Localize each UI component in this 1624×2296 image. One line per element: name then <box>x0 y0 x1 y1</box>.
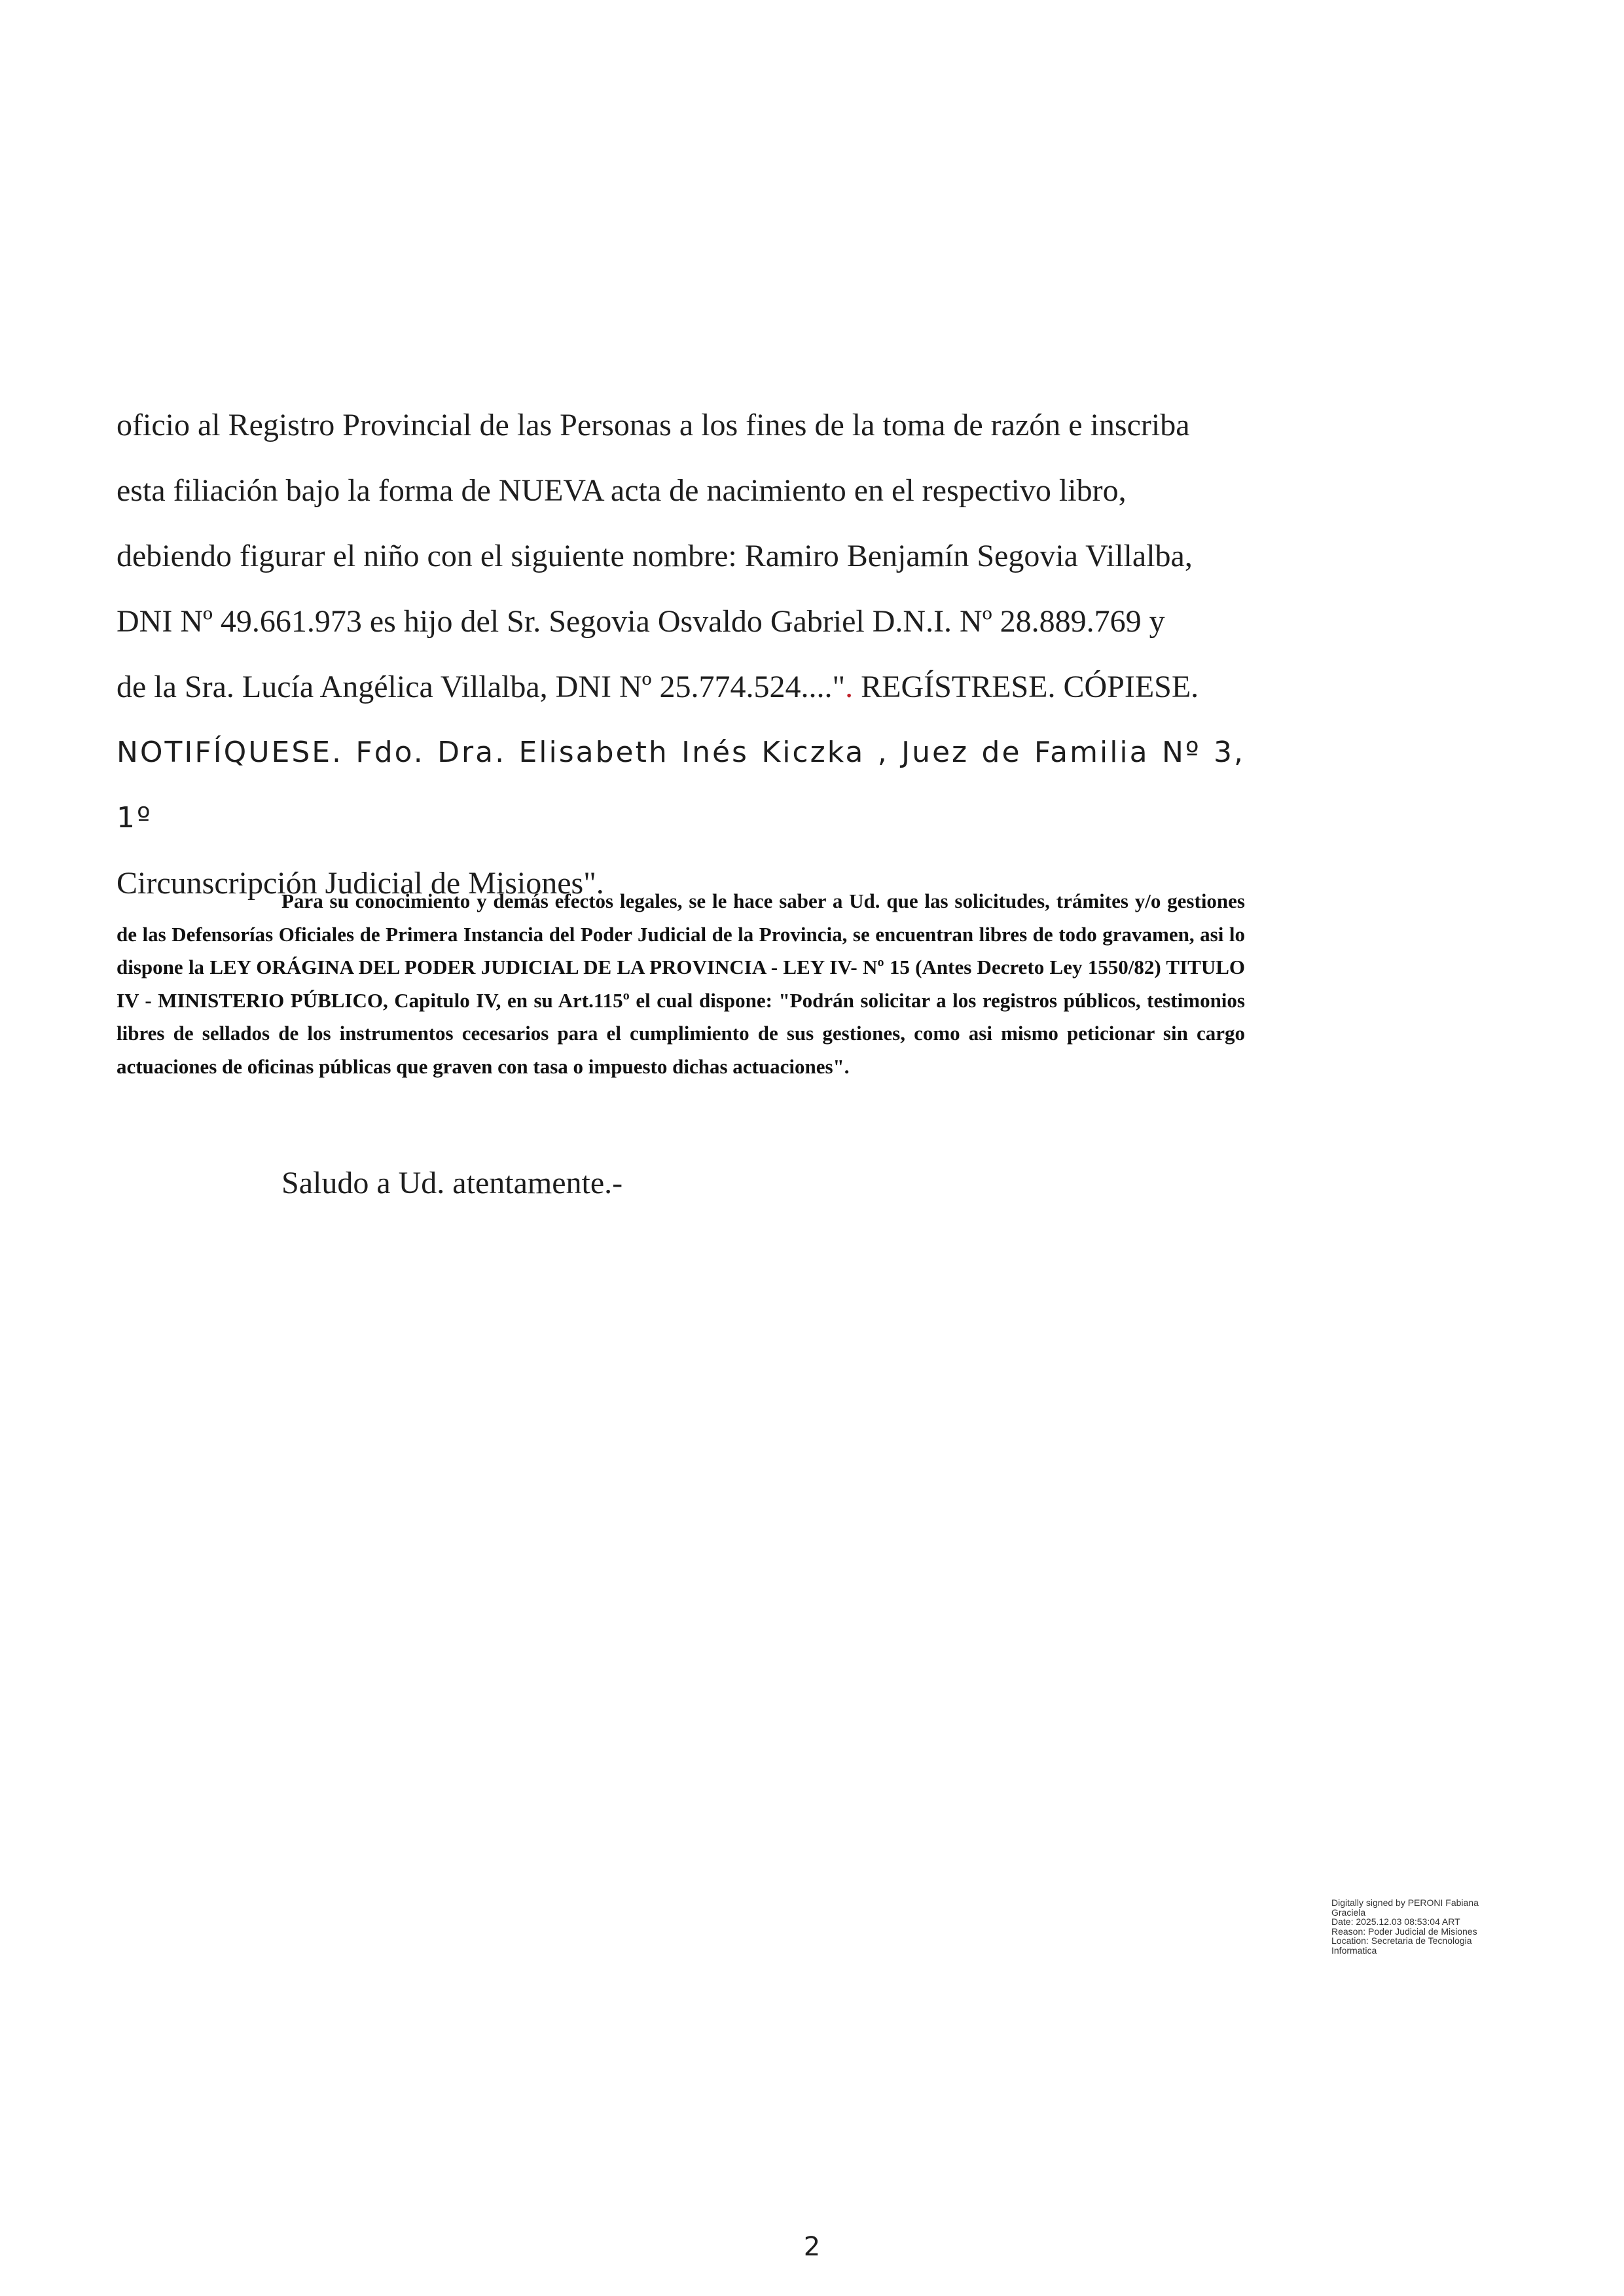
closing-salutation: Saludo a Ud. atentamente.- <box>281 1166 623 1200</box>
signature-line-3: Date: 2025.12.03 08:53:04 ART <box>1331 1916 1460 1927</box>
body-line-5-text: de la Sra. Lucía Angélica Villalba, DNI Nº 25.774.524...." <box>117 670 846 704</box>
body-line-1: oficio al Registro Provincial de las Personas a los fines de la toma de razón e inscriba <box>117 408 1190 442</box>
legal-notice-text: Para su conocimiento y demás efectos legales, se le hace saber a Ud. que las solicitudes, trámites y/o gestiones de las Defensorías Oficiales de Primera Instancia del Poder Judicial de la Provincia, se encuentran libres de todo gravamen, asi lo dispone la LEY ORÁGINA DEL PODER JUDICIAL DE LA PROVINCIA - LEY IV- Nº 15 (Antes Decreto Ley 1550/82) TITULO IV - MINISTERIO PÚBLICO, Capitulo IV, en su Art.115º el cual dispone: "Podrán solicitar a los registros públicos, testimonios libres de sellados de los instrumentos cecesarios para el cumplimiento de sus gestiones, como asi mismo peticionar sin cargo actuaciones de oficinas públicas que graven con tasa o impuesto dichas actuaciones". <box>117 889 1245 1078</box>
signature-line-5: Location: Secretaria de Tecnologia <box>1331 1935 1472 1946</box>
body-line-4: DNI Nº 49.661.973 es hijo del Sr. Segovia Osvaldo Gabriel D.N.I. Nº 28.889.769 y <box>117 604 1165 639</box>
signature-line-1: Digitally signed by PERONI Fabiana <box>1331 1897 1479 1908</box>
body-line-7: Circunscripción Judicial de Misiones". <box>117 866 604 901</box>
body-line-5-tail: REGÍSTRESE. CÓPIESE. <box>853 670 1199 704</box>
page-number: 2 <box>803 2232 821 2262</box>
body-line-3: debiendo figurar el niño con el siguiente nombre: Ramiro Benjamín Segovia Villalba, <box>117 539 1193 573</box>
body-line-6: NOTIFÍQUESE. Fdo. Dra. Elisabeth Inés Kiczka , Juez de Familia Nº 3, 1º <box>117 736 1245 834</box>
signature-line-2: Graciela <box>1331 1907 1366 1918</box>
signature-line-4: Reason: Poder Judicial de Misiones <box>1331 1926 1477 1937</box>
body-line-5-dot: . <box>845 670 854 704</box>
body-line-2: esta filiación bajo la forma de NUEVA acta de nacimiento en el respectivo libro, <box>117 473 1127 508</box>
legal-notice <box>117 885 1245 1083</box>
digital-signature-stamp <box>1331 1898 1528 1955</box>
body-line-5 <box>117 655 1245 720</box>
signature-line-6: Informatica <box>1331 1945 1377 1956</box>
body-paragraph <box>117 393 1245 916</box>
